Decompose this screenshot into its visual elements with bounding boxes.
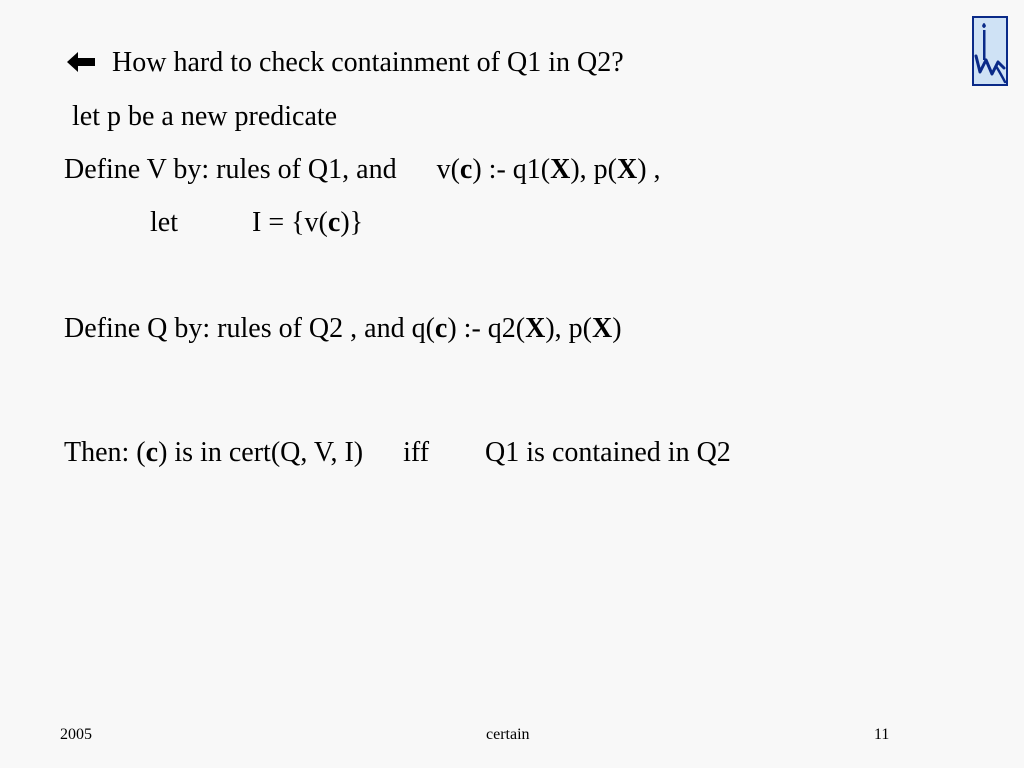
v-rule-head: v(	[436, 154, 460, 185]
let-keyword: let	[150, 207, 178, 238]
q-rule-var-c: c	[434, 313, 448, 344]
footer-page-number: 11	[874, 726, 890, 743]
define-q-line	[64, 312, 622, 346]
define-v-line	[64, 153, 661, 187]
left-arrow-icon	[66, 51, 96, 73]
question-text: How hard to check containment of Q1 in Q2?	[112, 47, 624, 78]
q-rule-var-x2: X	[592, 313, 613, 344]
q-rule-end: )	[612, 313, 622, 344]
let-i-line	[150, 206, 363, 240]
iff-text: iff	[403, 437, 430, 468]
cert-text: ) is in cert(Q, V, I)	[158, 437, 364, 468]
i-set-open: I = {v(	[252, 207, 328, 238]
contained-text: Q1 is contained in Q2	[485, 437, 731, 468]
predicate-line	[72, 100, 337, 134]
v-rule-mid2: ), p(	[570, 154, 617, 185]
q-rule-mid2: ), p(	[545, 313, 592, 344]
footer-title: certain	[486, 726, 530, 743]
v-rule-end: ) ,	[637, 154, 661, 185]
predicate-text: let p be a new predicate	[72, 101, 338, 132]
footer-year: 2005	[60, 726, 92, 743]
i-set-close: )}	[340, 207, 364, 238]
institution-logo	[972, 16, 1008, 86]
i-set-var-c: c	[327, 207, 341, 238]
v-rule-var-x1: X	[550, 154, 571, 185]
then-open: Then: (	[64, 437, 146, 468]
then-var-c: c	[145, 437, 159, 468]
q-rule-var-x1: X	[525, 313, 546, 344]
bullet-line-question	[66, 46, 624, 80]
v-rule-mid: ) :- q1(	[472, 154, 551, 185]
v-rule-var-x2: X	[617, 154, 638, 185]
define-q-text: Define Q by: rules of Q2 , and q(	[64, 313, 435, 344]
define-v-text: Define V by: rules of Q1, and	[64, 154, 397, 185]
q-rule-mid: ) :- q2(	[447, 313, 526, 344]
v-rule-var-c: c	[459, 154, 473, 185]
conclusion-line	[64, 436, 731, 470]
